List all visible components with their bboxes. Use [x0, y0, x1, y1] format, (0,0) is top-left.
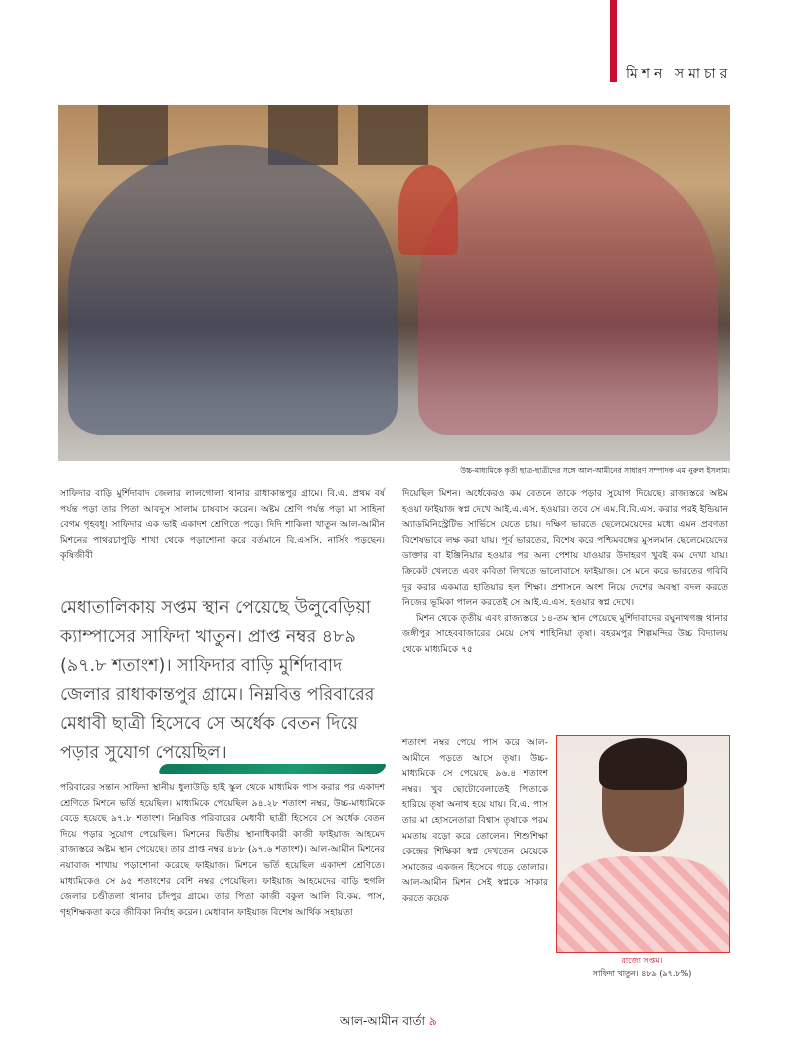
page-footer	[340, 1013, 437, 1033]
left-column-top	[60, 486, 385, 564]
portrait-scarf	[557, 856, 729, 953]
photo-flower-bouquet	[398, 165, 458, 255]
paragraph: মিশন থেকে তৃতীয় এবং রাজ্যস্তরে ১৪-তম স্থান পেয়েছে মুর্শিদাবাদের রঘুনাথগঞ্জ থানার জঙ্গীপুর সাহেববাজারের মেয়ে সেখ শাহিনিয়া তৃষা। বহরমপুর শিল্পমন্দির উচ্চ বিদ্যালয় থেকে মাধ্যমিকে ৭৫	[402, 612, 728, 655]
brush-stroke-divider	[158, 764, 386, 774]
paragraph: সাফিদার বাড়ি মুর্শিদাবাদ জেলার লালগোলা থানার রাধাকান্তপুর গ্রামে। বি.এ. প্রথম বর্ষ পর্যন্ত পড়া তার পিতা আবদুস সালাম চাষবাস করেন। অষ্টম শ্রেণি পর্যন্ত পড়া মা সাহিনা বেগম গৃহবধূ। সাফিদার এক ভাই একাদশ শ্রেণিতে পড়ে। দিদি শাকিলা খাতুন আল-আমীন মিশনের পাথরচাপুড়ি শাখা থেকে পড়াশোনা করে বর্তমানে বি.এসসি. নার্সিং পড়ছেন। কৃষিজীবী	[60, 488, 385, 562]
right-narrow-column	[402, 735, 548, 907]
paragraph: পরিবারের সন্তান সাফিদা স্থানীয় ধুলাউড়ি হাই স্কুল থেকে মাধ্যমিক পাস করার পর একাদশ শ্রেণিতে মিশনে ভর্তি হয়েছিল। মাধ্যমিকে পেয়েছিল ৯৪.২৮ শতাংশ নম্বর, উচ্চ-মাধ্যমিকে বেড়ে হয়েছে ৯৭.৮ শতাংশ। নিম্নবিত্ত পরিবারের মেধাবী ছাত্রী হিসেবে সে অর্ধেক বেতন দিয়ে পড়ার সুযোগ পেয়েছিল। মিশনের দ্বিতীয় স্থানাধিকারী কাজী ফাইয়াজ আহমেদ রাজ্যস্তরে অষ্টম স্থান পেয়েছে। তার প্রাপ্ত নম্বর ৪৮৮ (৯৭.৬ শতাংশ)। আল-আমীন মিশনের নয়াবাজ শাখায় পড়াশোনা করেছে ফাইয়াজ। মিশনে ভর্তি হয়েছিল একাদশ শ্রেণিতে। মাধ্যমিকেও সে ৯৫ শতাংশের বেশি নম্বর পেয়েছিল। ফাইয়াজ আহমেদের বাড়ি হুগলি জেলার চণ্ডীতলা থানার চাঁদপুর গ্রামে। তার পিতা কাজী বকুল আলি বি.কম. পাস, গৃহশিক্ষকতা করে জীবিকা নির্বাহ করেন। মেধাবান ফাইয়াজ বিশেষ আর্থিক সহায়তা	[60, 782, 385, 918]
group-photo	[58, 105, 730, 461]
right-column	[402, 486, 728, 658]
left-column-bottom	[60, 780, 385, 920]
photo-window	[358, 105, 428, 165]
pull-quote: মেধাতালিকায় সপ্তম স্থান পেয়েছে উলুবেড়িয়া ক্যাম্পাসের সাফিদা খাতুন। প্রাপ্ত নম্বর ৪৮৯ (৯৭.৮ শতাংশ)। সাফিদার বাড়ি মুর্শিদাবাদ জেলার রাধাকান্তপুর গ্রামে। নিম্নবিত্ত পরিবারের মেধাবী ছাত্রী হিসেবে সে অর্ধেক বেতন দিয়ে পড়ার সুযোগ পেয়েছিল।	[60, 598, 375, 763]
paragraph: দিয়েছিল মিশন। অর্ধেকেরও কম বেতনে তাকে পড়ার সুযোগ দিয়েছে। রাজ্যস্তরে অষ্টম হওয়া ফাইয়াজ স্বপ্ন দেখে আই.এ.এস. হওয়ার। তবে সে এম.বি.বি.এস. করার পরই ইন্ডিয়ান অ্যাডমিনিস্ট্রেটিভ সার্ভিসে যেতে চায়। দক্ষিণ ভারতে ছেলেমেয়েদের মধ্যে এমন প্রবণতা বিশেষভাবে লক্ষ করা যায়। পূর্ব ভারতের, বিশেষ করে পশ্চিমবঙ্গের মুসলমান ছেলেমেয়েদের ডাক্তার বা ইঞ্জিনিয়ার হওয়ার পর অন্য পেশায় যাওয়ার উদাহরণ খুবই কম দেখা যায়। ক্রিকেট খেলতে এবং কবিতা লিখতে ভালোবাসে ফাইয়াজ। সে মনে করে ভারতের গবিবি দূর করার একমাত্র হাতিয়ার হল শিক্ষা। প্রশাসনে অংশ নিয়ে দেশের অবস্থা বদল করতে নিজের ভূমিকা পালন করতেই সে আই.এ.এস. হওয়ার স্বপ্ন দেখে।	[402, 488, 728, 609]
paragraph: শতাংশ নম্বর পেয়ে পাস করে আল-আমীনে পড়তে আসে তৃষা। উচ্চ-মাধ্যমিকে সে পেয়েছে ৯৬.৪ শতাংশ নম্বর। খুব ছোটোবেলাতেই পিতাকে হারিয়ে তৃষা অনাথ হয়ে যায়। বি.এ. পাস তার মা হোসনেতারা বিশ্বাস তৃষাকে পরম মমতায় বড়ো করে তোলেন। শিশুশিক্ষা কেন্দ্রের শিক্ষিকা স্বপ্ন দেখতেন মেয়েকে সমাজের একজন হিসেবে গড়ে তোলার। আল-আমীন মিশন সেই স্বপ্নকে সাকার করতে কয়েক	[402, 737, 548, 904]
portrait-label: রাজ্যে সপ্তম।	[621, 956, 663, 965]
portrait-photo	[556, 735, 730, 953]
header-accent-bar	[610, 0, 617, 82]
photo-crowd-right	[418, 145, 718, 435]
portrait-hair	[599, 738, 687, 790]
photo-window	[98, 105, 168, 165]
photo-crowd-left	[68, 145, 398, 435]
section-title: মিশন সমাচার	[626, 66, 732, 82]
photo-caption: উচ্চ-মাধ্যমিকে কৃতী ছাত্র-ছাত্রীদের সঙ্গে আল-আমীনের সাধারণ সম্পাদক এম নুরুল ইসলাম।	[460, 466, 730, 475]
page-number: ৯	[428, 1014, 437, 1028]
portrait-name: সাফিদা খাতুন। ৪৮৯ (৯৭.৮%)	[592, 969, 692, 978]
magazine-name: আল-আমীন বার্তা	[340, 1014, 425, 1028]
